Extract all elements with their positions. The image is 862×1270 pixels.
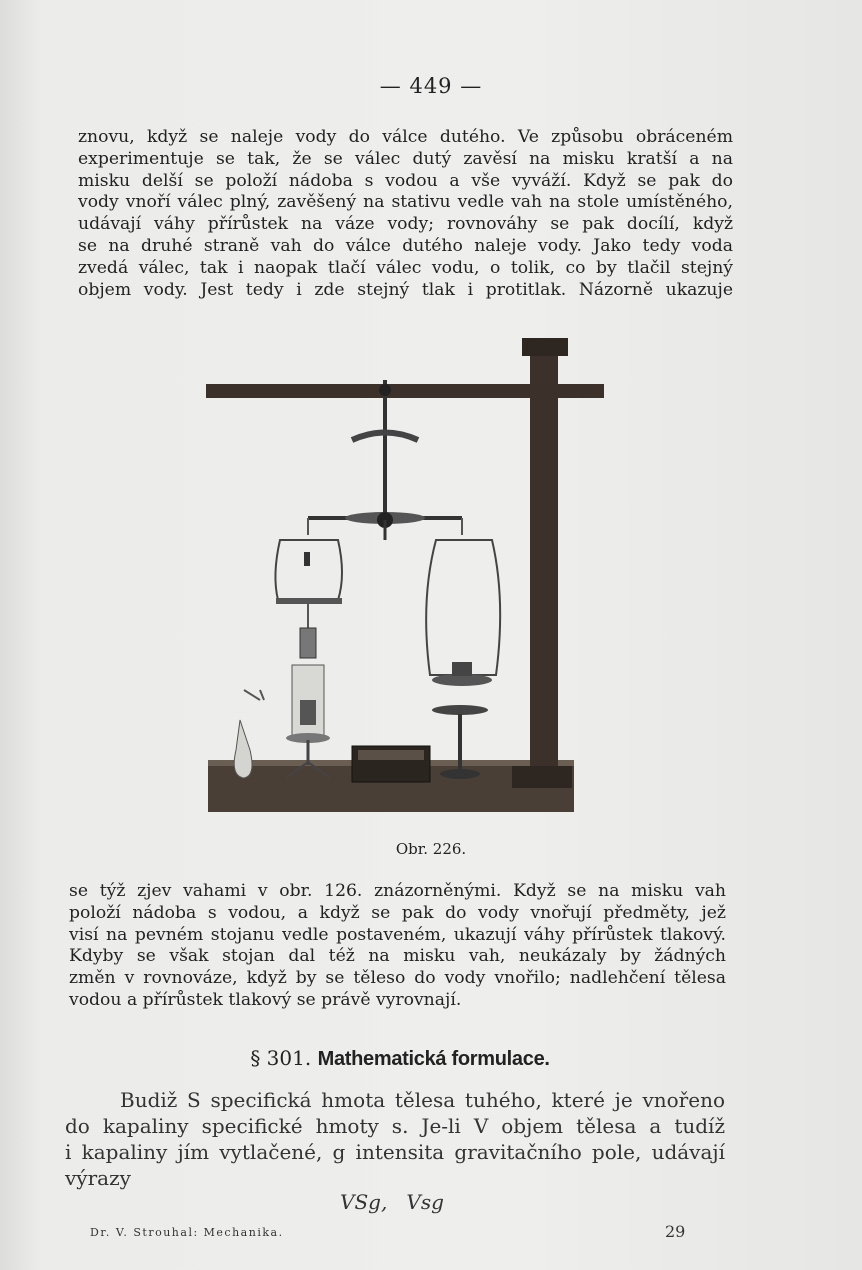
paragraph-3: [65, 1087, 725, 1191]
figure-caption: Obr. 226.: [395, 840, 467, 858]
text-line: se na druhé straně vah do válce dutého naleje vody. Jako tedy voda: [78, 235, 733, 256]
text-line: vodou a přírůstek tlakový se právě vyrovnají.: [69, 989, 462, 1010]
text-line: znovu, když se naleje vody do válce dutého. Ve způsobu obráceném: [78, 127, 733, 147]
text-line: zvedá válec, tak i naopak tlačí válec vodu, o tolik, co by tlačil stejný: [78, 257, 733, 278]
text-line: změn v rovnováze, když by se těleso do vody vnořilo; nadlehčení tělesa: [69, 968, 726, 989]
figure-balance-apparatus: [200, 330, 620, 820]
text-line: do kapaliny specifické hmoty s. Je-li V objem tělesa a tudíž: [65, 1114, 725, 1138]
balance-illustration: [200, 330, 620, 820]
vertical-post: [530, 348, 558, 780]
section-title: Mathematická formulace.: [317, 1048, 550, 1070]
text-line: vody vnoří válec plný, zavěšený na stativu vedle vah na stole umístěného,: [78, 192, 733, 213]
page-number: — 449 —: [379, 74, 483, 98]
text-line: experimentuje se tak, že se válec dutý zavěsí na misku kratší a na: [78, 148, 733, 169]
section-heading: [0, 1046, 800, 1071]
paragraph-2: [69, 881, 726, 1012]
text-line: visí na pevném stojanu vedle postaveném, ukazují váhy přírůstek tlakový.: [69, 924, 726, 945]
formula: VSg, Vsg: [340, 1190, 444, 1214]
text-line: Kdyby se však stojan dal též na misku vah, neukázaly by žádných: [69, 946, 726, 967]
text-line: objem vody. Jest tedy i zde stejný tlak i protitlak. Názorně ukazuje: [78, 279, 733, 300]
section-number: § 301.: [250, 1046, 312, 1070]
text-line: i kapaliny jím vytlačené, g intensita gravitačního pole, udávají: [65, 1140, 725, 1164]
text-line: položí nádoba s vodou, a když se pak do vody vnořují předměty, jež: [69, 902, 726, 923]
text-line: výrazy: [65, 1166, 131, 1190]
paragraph-1: [78, 127, 733, 301]
horizontal-beam: [206, 384, 604, 398]
text-line: udávají váhy přírůstek na váze vody; rovnováhy se pak docílí, když: [78, 214, 733, 235]
footer-author-title: Dr. V. Strouhal: Mechanika.: [90, 1226, 284, 1239]
footer-signature-number: 29: [665, 1222, 686, 1241]
text-line: misku delší se položí nádoba s vodou a vše vyváží. Když se pak do: [78, 170, 733, 191]
text-line: se týž zjev vahami v obr. 126. znázorněnými. Když se na misku vah: [69, 881, 726, 901]
text-line: Budiž S specifická hmota tělesa tuhého, které je vnořeno: [120, 1088, 725, 1112]
